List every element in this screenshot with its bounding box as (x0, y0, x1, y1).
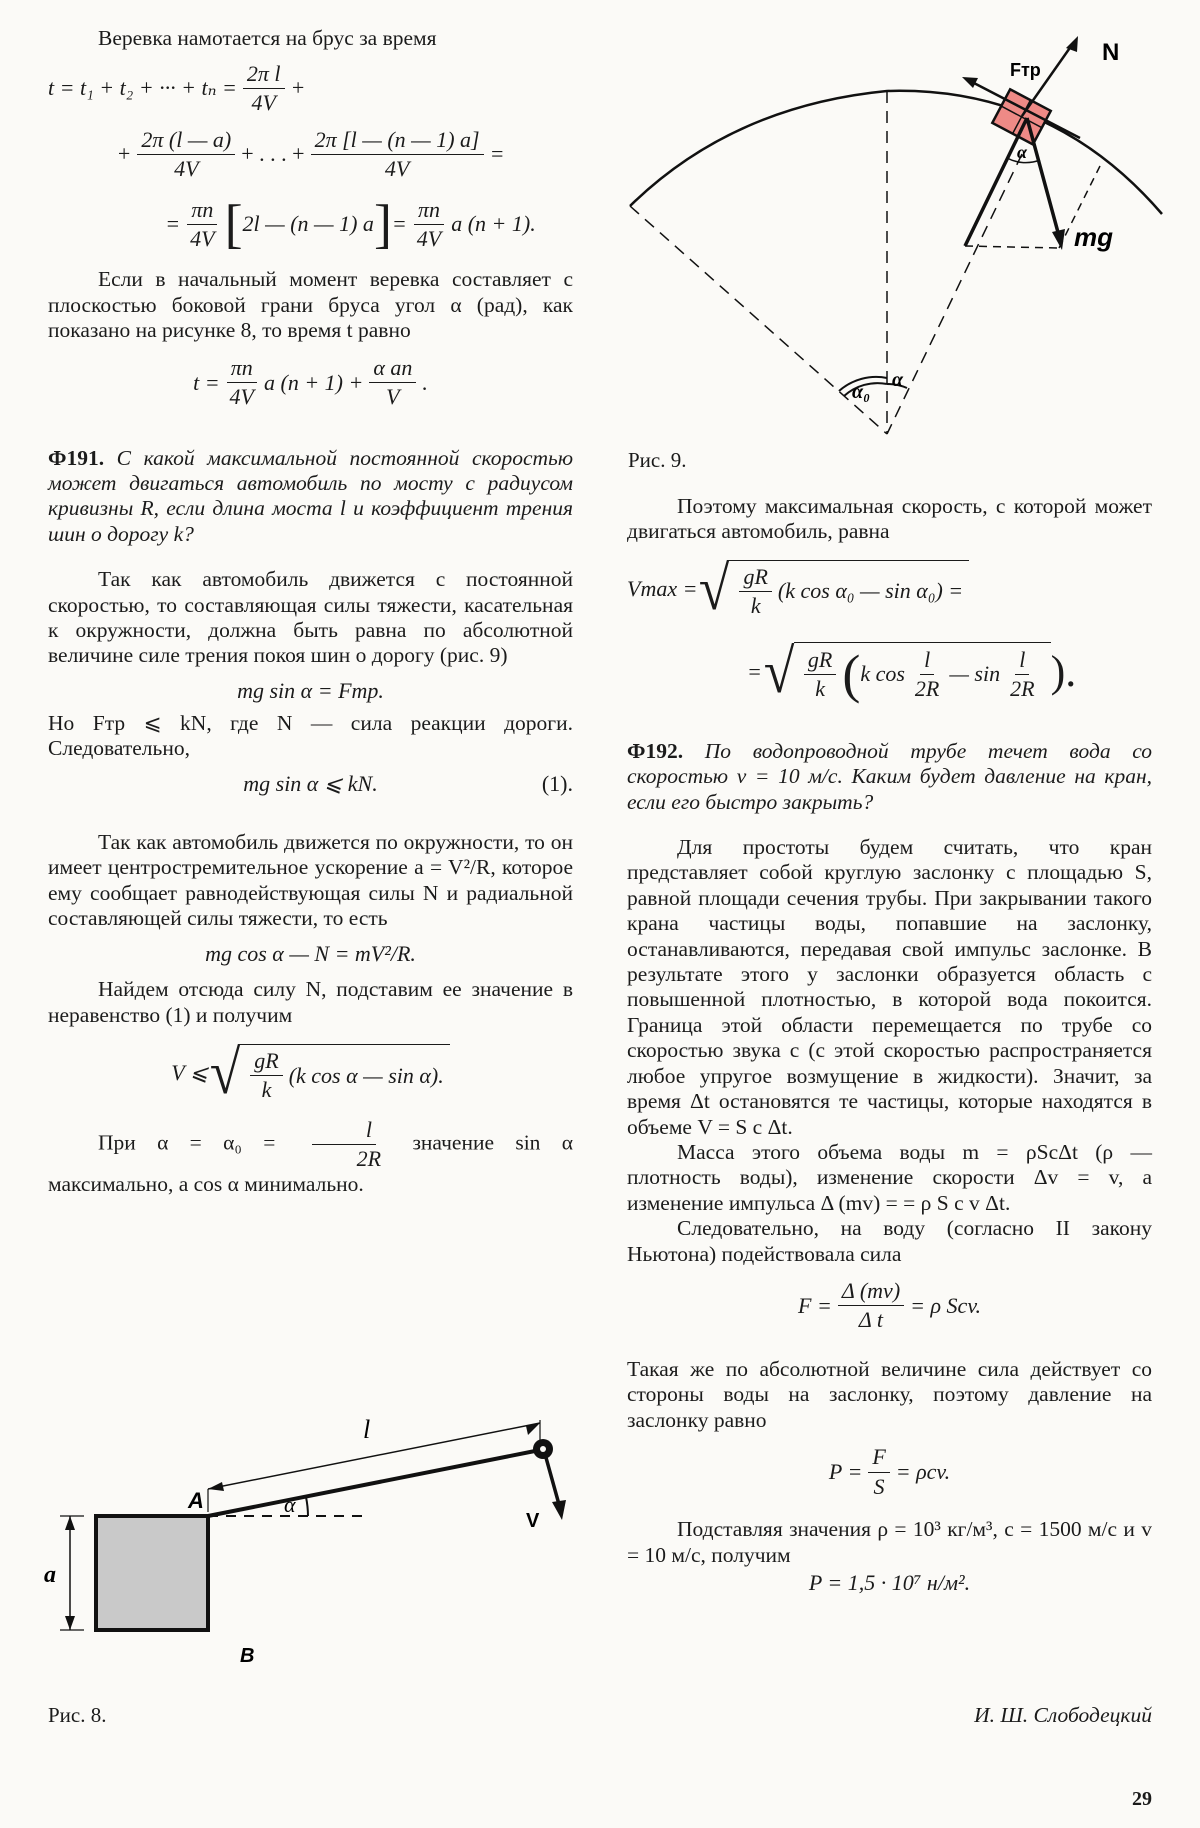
paragraph: Так как автомобиль движется по окружности, то он имеет центростремительное ускорение a = V²/R, которое ему сообщает равнодействующая силы N и радиальной составляющей силы тяжести, то есть (48, 829, 573, 930)
problem-statement (627, 739, 1152, 815)
angle-arc (306, 1497, 308, 1516)
denominator: 4V (174, 155, 199, 181)
problem-number: Ф191. (48, 445, 105, 470)
radical-sign: √ (699, 554, 730, 623)
fraction (911, 648, 943, 701)
dimension-line (208, 1423, 540, 1489)
equation-part: a (n + 1). (451, 211, 536, 237)
equation-part: (k cos α — sin α). (288, 1062, 444, 1088)
numerator: gR (739, 565, 771, 592)
figure-9-caption: Рис. 9. (628, 448, 687, 472)
car-radius (887, 154, 1022, 434)
equation-part: t = (193, 369, 220, 395)
problem-number: Ф192. (627, 738, 684, 763)
denominator: 4V (416, 225, 442, 251)
equation (48, 59, 573, 117)
label-alpha: α (284, 1492, 296, 1517)
label-B: B (240, 1645, 255, 1662)
left-column (48, 26, 573, 1197)
equation-part: t = t₁ + t₂ + ··· + tₙ = (48, 75, 237, 101)
paragraph: Следовательно, на воду (согласно II закону Ньютона) подействовала сила (627, 1216, 1152, 1266)
paragraph: Подставляя значения ρ = 10³ кг/м³, c = 1500 м/с и v = 10 м/с, получим (627, 1517, 1152, 1567)
denominator: k (815, 675, 825, 701)
label-V: V (526, 1510, 540, 1532)
equation-part: = (489, 141, 505, 167)
label-N: N (1102, 39, 1120, 66)
figure-8-caption: Рис. 8. (48, 1703, 107, 1727)
fraction (311, 128, 484, 181)
gravity-arrowhead (1052, 229, 1065, 250)
numerator: Δ (mv) (838, 1279, 904, 1306)
label-mg: mg (1074, 222, 1113, 252)
equation (48, 354, 573, 412)
equation (627, 1441, 1152, 1503)
label-Ftr: Fтр (1010, 60, 1041, 80)
fraction (243, 62, 285, 115)
denominator: 4V (251, 89, 276, 115)
paragraph: Поэтому максимальная скорость, с которой может двигаться автомобиль, равна (627, 494, 1152, 544)
numerator: πn (187, 198, 217, 225)
denominator: Δ t (858, 1307, 884, 1333)
paren-open: ( (842, 644, 861, 705)
paragraph: Так как автомобиль движется с постоянной скоростью, то составляющая силы тяжести, касательная к окружности, должна быть равна по абсолютной величине силе трения покоя шин о дорогу (рис. 9) (48, 567, 573, 668)
equation-part: a (n + 1) + (264, 369, 364, 395)
equation-number: (1). (541, 770, 573, 796)
page-number: 29 (1132, 1788, 1152, 1810)
equation-part: . (422, 369, 428, 395)
equation (627, 629, 1152, 715)
fraction (226, 356, 258, 409)
denominator: k (750, 592, 761, 618)
paragraph: Но Fтр ⩽ kN, где N — сила реакции дороги. Следовательно, (48, 710, 573, 761)
fraction (1006, 648, 1038, 701)
square-root (697, 554, 969, 623)
radicand (729, 560, 969, 618)
paragraph: Если в начальный момент веревка составляет с плоскостью боковой грани бруса угол α (рад), как показано на рисунке 8, то время t равно (48, 267, 573, 343)
radicand (794, 642, 1051, 705)
right-column (627, 494, 1152, 1598)
denominator: 2R (356, 1146, 382, 1172)
square-root (762, 637, 1051, 706)
numerator: α an (369, 356, 416, 383)
fraction (739, 565, 771, 618)
equation-part: 2l — (n — 1) a (242, 211, 374, 237)
fraction (804, 648, 836, 701)
paragraph: Масса этого объема воды m = ρScΔt (ρ — плотность воды), изменение скорости Δv = v, а изменение импульса Δ (mv) = = ρ S c v Δt. (627, 1139, 1152, 1215)
equation-part: + . . . + (241, 141, 305, 167)
radical-sign: √ (209, 1039, 241, 1108)
equation-part: = ρcv. (895, 1459, 951, 1485)
author-signature: И. Ш. Слободецкий (974, 1703, 1152, 1727)
equation-part: P = (828, 1459, 863, 1485)
equation-part: k cos (860, 661, 905, 687)
fraction (868, 1445, 889, 1498)
problem-statement (48, 446, 573, 548)
equation: mg cos α — N = mV²/R. (205, 941, 416, 967)
equation-part: = (165, 211, 181, 237)
denominator: k (261, 1077, 272, 1103)
velocity-arrow (545, 1454, 560, 1508)
pulley-center (540, 1446, 546, 1452)
denominator: V (386, 384, 400, 410)
equation: mg sin α = Fтр. (237, 677, 384, 703)
equation-part: + (116, 141, 132, 167)
text-part: значение sin α максимально, а cos α минимально. (48, 1130, 574, 1196)
denominator: 2R (1010, 675, 1035, 701)
numerator: l (312, 1118, 376, 1145)
equation (48, 1036, 573, 1110)
fraction (250, 1049, 282, 1102)
fraction (186, 198, 218, 251)
equation-part: — sin (949, 661, 1001, 687)
numerator: l (1015, 648, 1029, 675)
bridge-arc (630, 91, 1162, 214)
paragraph: Для простоты будем считать, что кран представляет собой круглую заслонку с площадью S, равной площади сечения трубы. При закрывании такого крана частицы воды, попавшие на заслонку, останавливаются, передавая свой импульс заслонке. В результате этого у заслонки образуется область с повышенной плотностью, в которой вода покоится. Граница этой области перемещается по трубе со скоростью звука c (с этой скоростью распространяется любое упругое возмущение в жидкости). Значит, за время Δt остановятся те частицы, которые находятся в объеме V = S c Δt. (627, 835, 1152, 1139)
fraction (413, 198, 445, 251)
projection-line (965, 246, 1059, 248)
paragraph: Веревка намотается на брус за время (98, 26, 437, 50)
denominator: 4V (229, 384, 254, 410)
bracket-open: [ (224, 194, 243, 255)
numerator: 2π (l — a) (137, 128, 235, 155)
paragraph (48, 1118, 573, 1197)
beam-block (96, 1516, 208, 1630)
paren-close: ). (1050, 646, 1077, 696)
equation-part: mg sin α ⩽ kN. (243, 770, 378, 796)
equation (627, 1275, 1152, 1337)
equation-part: + (290, 75, 306, 101)
label-a: a (44, 1562, 56, 1588)
equation-part: F = (798, 1292, 832, 1318)
fraction (303, 1118, 385, 1171)
equation-part: = ρ Scv. (910, 1292, 981, 1318)
equation-part: V ⩽ (171, 1060, 209, 1086)
label-alpha0: α₀ (852, 381, 871, 403)
equation (48, 125, 573, 183)
equation: P = 1,5 · 10⁷ н/м². (808, 1569, 971, 1595)
numerator: 2π [l — (n — 1) a] (311, 128, 484, 155)
equation-part: = (747, 658, 762, 684)
numerator: l (920, 648, 934, 675)
denominator: 4V (190, 225, 215, 251)
friction-arrowhead (962, 77, 978, 88)
numerator: F (868, 1445, 889, 1472)
numerator: gR (804, 648, 836, 675)
gravity-force-line (1027, 118, 1059, 236)
text-part: При α = α₀ = (98, 1130, 276, 1155)
figure-9-diagram (622, 36, 1167, 446)
bracket-close: ] (373, 194, 392, 255)
fraction (838, 1279, 904, 1332)
problem-text: По водопроводной трубе течет вода со скоростью v = 10 м/с. Каким будет давление на кран, если его быстро закрыть? (627, 738, 1152, 814)
figure-8-diagram (40, 1412, 580, 1662)
numerator: πn (227, 356, 257, 383)
numerator: gR (250, 1049, 282, 1076)
numerator: πn (414, 198, 444, 225)
left-radius (630, 206, 887, 434)
label-alpha-car: α (1017, 142, 1027, 162)
label-A: A (188, 1488, 204, 1513)
radical-sign: √ (763, 637, 795, 706)
numerator: 2π l (243, 62, 285, 89)
dimension-arrow (65, 1516, 75, 1530)
label-alpha-center: α (892, 369, 904, 391)
radial-component (965, 118, 1027, 246)
equation (48, 193, 573, 255)
dimension-arrow (65, 1616, 75, 1630)
denominator: 2R (914, 675, 940, 701)
rope-line (208, 1450, 540, 1516)
equation-part: (k cos α₀ — sin α₀) = (777, 578, 964, 604)
paragraph: Такая же по абсолютной величине сила действует со стороны воды на заслонку, поэтому давление на заслонку равно (627, 1356, 1152, 1432)
dimension-arrow (208, 1482, 224, 1491)
problem-text: С какой максимальной постоянной скоростью может двигаться автомобиль по мосту с радиусом кривизны R, если длина моста l и коэффициент трения шин о дорогу k? (48, 445, 574, 546)
denominator: 4V (384, 155, 410, 181)
equation (48, 768, 573, 800)
fraction (369, 356, 416, 409)
fraction (137, 128, 235, 181)
equation (627, 549, 1152, 629)
equation-part: Vmax = (627, 575, 698, 601)
square-root (208, 1039, 450, 1108)
paragraph: Найдем отсюда силу N, подставим ее значение в неравенство (1) и получим (48, 977, 573, 1027)
velocity-arrowhead (552, 1500, 566, 1520)
radicand (240, 1044, 450, 1102)
denominator: S (873, 1473, 885, 1499)
label-l: l (363, 1415, 371, 1444)
equation-part: = (391, 211, 407, 237)
